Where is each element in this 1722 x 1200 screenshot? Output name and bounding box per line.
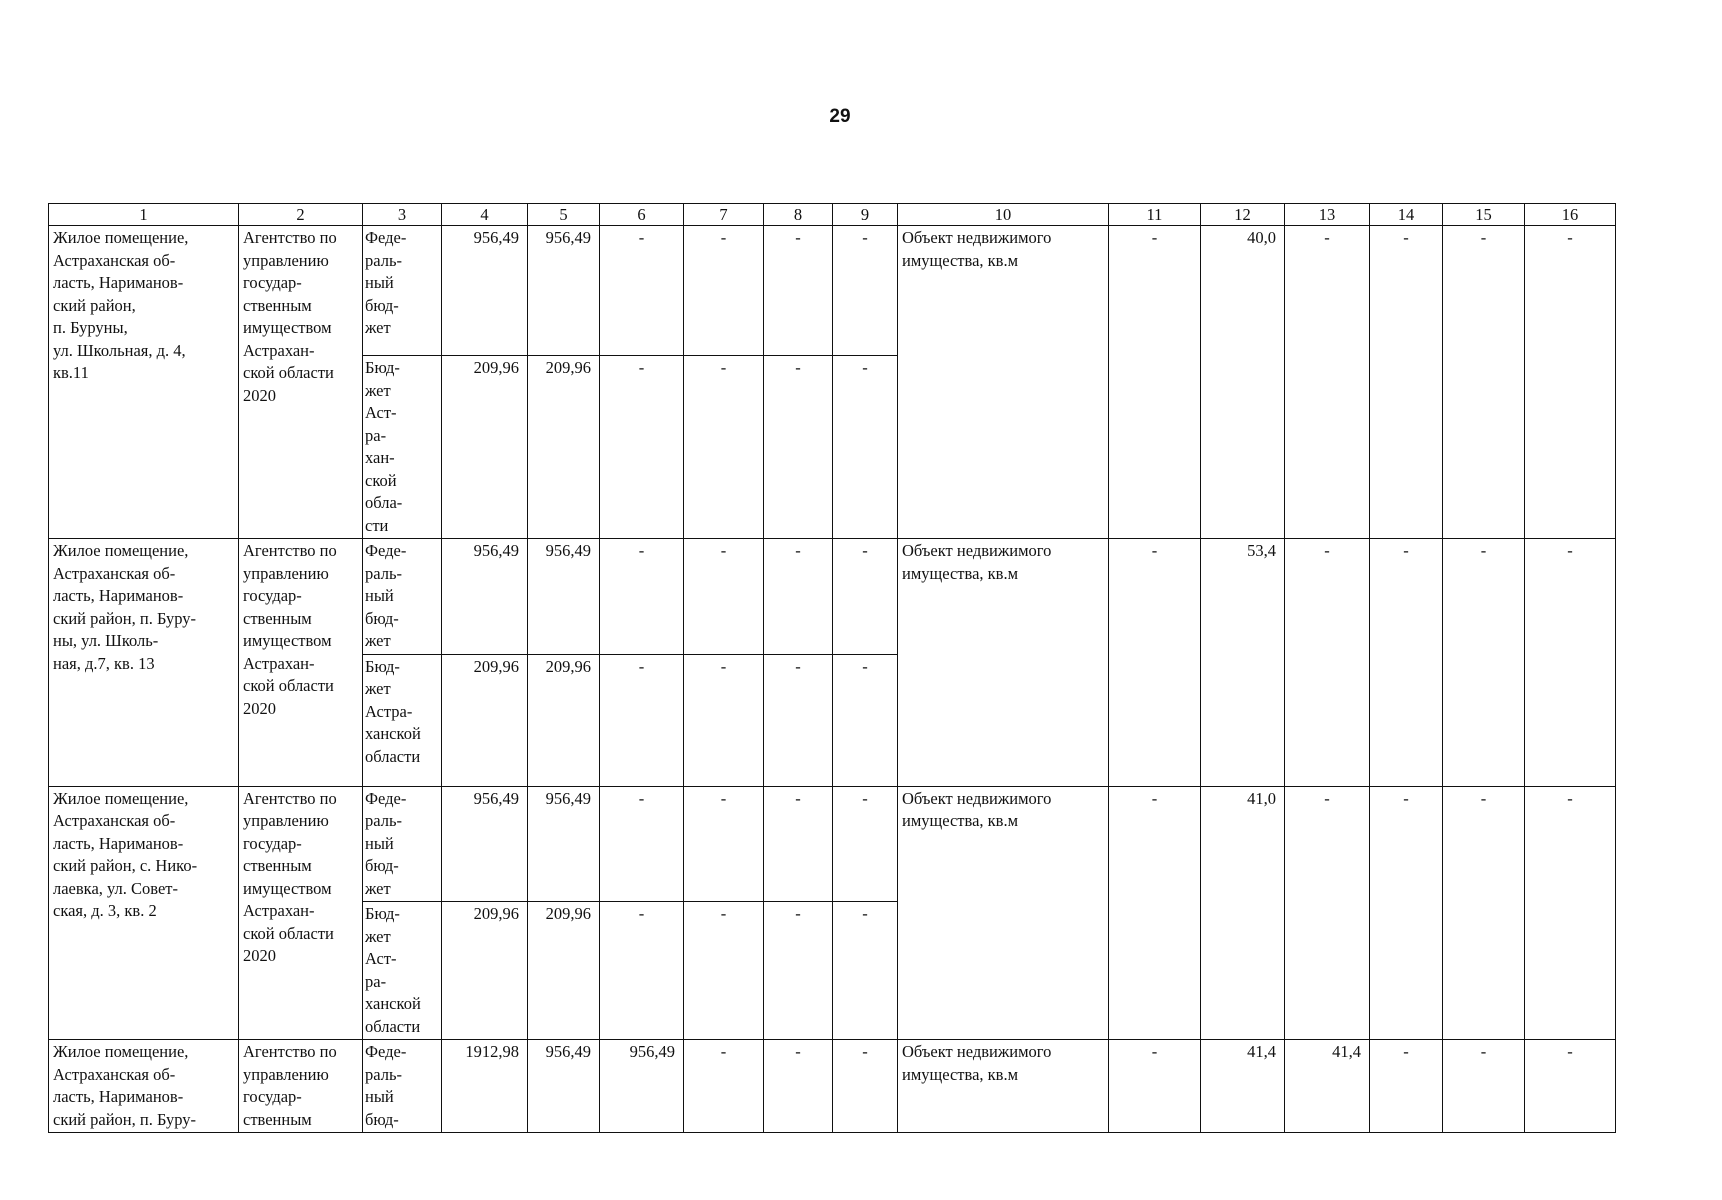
indicator-value: 40,0 xyxy=(1201,226,1285,539)
table-row xyxy=(49,539,1616,655)
responsible-agency: Агентство по управлению государ- ственным имуществом Астрахан- ской области 2020 xyxy=(239,226,363,539)
indicator-value: - xyxy=(1109,786,1201,1040)
funding-value: - xyxy=(764,902,833,1040)
funding-value: - xyxy=(600,902,684,1040)
funding-value: - xyxy=(684,226,764,356)
indicator-value: - xyxy=(1285,226,1370,539)
object-address: Жилое помещение, Астраханская об- ласть, Нариманов- ский район, с. Нико- лаевка, ул. Совет- ская, д. 3, кв. 2 xyxy=(49,786,239,1040)
column-number: 11 xyxy=(1109,204,1201,226)
funding-value: - xyxy=(833,356,898,539)
funding-value: - xyxy=(684,356,764,539)
funding-value: 209,96 xyxy=(442,356,528,539)
funding-value: - xyxy=(684,1040,764,1133)
funding-value: - xyxy=(833,1040,898,1133)
column-number: 10 xyxy=(898,204,1109,226)
funding-value: - xyxy=(833,902,898,1040)
funding-value: 956,49 xyxy=(442,226,528,356)
column-number: 8 xyxy=(764,204,833,226)
funding-value: - xyxy=(764,1040,833,1133)
column-number: 3 xyxy=(363,204,442,226)
indicator-value: - xyxy=(1109,1040,1201,1133)
column-number: 2 xyxy=(239,204,363,226)
column-number: 12 xyxy=(1201,204,1285,226)
column-number: 5 xyxy=(528,204,600,226)
table-row xyxy=(49,786,1616,902)
funding-value: 209,96 xyxy=(528,902,600,1040)
column-number: 4 xyxy=(442,204,528,226)
funding-value: 956,49 xyxy=(528,226,600,356)
indicator-value: - xyxy=(1525,786,1616,1040)
result-indicator: Объект недвижимого имущества, кв.м xyxy=(898,786,1109,1040)
funding-value: - xyxy=(684,654,764,786)
object-address: Жилое помещение, Астраханская об- ласть, Нариманов- ский район, п. Буру- ны, ул. Школь- ная, д.7, кв. 13 xyxy=(49,539,239,787)
indicator-value: - xyxy=(1109,539,1201,787)
funding-value: 956,49 xyxy=(528,786,600,902)
funding-value: 956,49 xyxy=(600,1040,684,1133)
funding-source: Феде- раль- ный бюд- жет xyxy=(363,539,442,655)
object-address: Жилое помещение, Астраханская об- ласть, Нариманов- ский район, п. Буру- xyxy=(49,1040,239,1133)
funding-value: - xyxy=(600,356,684,539)
funding-source: Бюд- жет Аст- ра- хан- ской обла- сти xyxy=(363,356,442,539)
indicator-value: - xyxy=(1443,1040,1525,1133)
indicator-value: - xyxy=(1285,539,1370,787)
funding-value: 956,49 xyxy=(442,786,528,902)
result-indicator: Объект недвижимого имущества, кв.м xyxy=(898,1040,1109,1133)
funding-value: - xyxy=(764,654,833,786)
indicator-value: - xyxy=(1109,226,1201,539)
indicator-value: - xyxy=(1525,539,1616,787)
funding-value: - xyxy=(833,539,898,655)
funding-value: 1912,98 xyxy=(442,1040,528,1133)
indicator-value: - xyxy=(1443,226,1525,539)
responsible-agency: Агентство по управлению государ- ственным имуществом Астрахан- ской области 2020 xyxy=(239,539,363,787)
column-number-row xyxy=(49,204,1616,226)
indicator-value: 53,4 xyxy=(1201,539,1285,787)
funding-value: - xyxy=(600,226,684,356)
funding-value: - xyxy=(684,902,764,1040)
indicator-value: 41,0 xyxy=(1201,786,1285,1040)
column-number: 14 xyxy=(1370,204,1443,226)
table-row xyxy=(49,226,1616,356)
indicator-value: 41,4 xyxy=(1285,1040,1370,1133)
indicator-value: - xyxy=(1370,539,1443,787)
funding-source: Феде- раль- ный бюд- xyxy=(363,1040,442,1133)
funding-value: - xyxy=(684,786,764,902)
funding-source: Феде- раль- ный бюд- жет xyxy=(363,226,442,356)
funding-value: 956,49 xyxy=(442,539,528,655)
page-number: 29 xyxy=(829,106,851,127)
funding-source: Бюд- жет Астра- ханской области xyxy=(363,654,442,786)
funding-value: 209,96 xyxy=(528,356,600,539)
funding-value: 956,49 xyxy=(528,539,600,655)
column-number: 7 xyxy=(684,204,764,226)
column-number: 15 xyxy=(1443,204,1525,226)
column-number: 6 xyxy=(600,204,684,226)
indicator-value: 41,4 xyxy=(1201,1040,1285,1133)
funding-value: - xyxy=(764,226,833,356)
funding-value: - xyxy=(600,786,684,902)
funding-source: Феде- раль- ный бюд- жет xyxy=(363,786,442,902)
funding-value: - xyxy=(684,539,764,655)
indicator-value: - xyxy=(1285,786,1370,1040)
funding-value: 956,49 xyxy=(528,1040,600,1133)
column-number: 16 xyxy=(1525,204,1616,226)
responsible-agency: Агентство по управлению государ- ственным имуществом Астрахан- ской области 2020 xyxy=(239,786,363,1040)
indicator-value: - xyxy=(1370,1040,1443,1133)
column-number: 13 xyxy=(1285,204,1370,226)
budget-table xyxy=(48,203,1616,1133)
column-number: 9 xyxy=(833,204,898,226)
funding-value: - xyxy=(600,654,684,786)
indicator-value: - xyxy=(1370,786,1443,1040)
funding-source: Бюд- жет Аст- ра- ханской области xyxy=(363,902,442,1040)
funding-value: 209,96 xyxy=(442,654,528,786)
funding-value: - xyxy=(833,786,898,902)
indicator-value: - xyxy=(1525,1040,1616,1133)
table-row xyxy=(49,1040,1616,1133)
funding-value: - xyxy=(833,654,898,786)
indicator-value: - xyxy=(1525,226,1616,539)
column-number: 1 xyxy=(49,204,239,226)
result-indicator: Объект недвижимого имущества, кв.м xyxy=(898,539,1109,787)
funding-value: - xyxy=(764,786,833,902)
funding-value: 209,96 xyxy=(528,654,600,786)
indicator-value: - xyxy=(1443,539,1525,787)
funding-value: - xyxy=(600,539,684,655)
funding-value: - xyxy=(764,356,833,539)
indicator-value: - xyxy=(1443,786,1525,1040)
funding-value: - xyxy=(764,539,833,655)
funding-value: - xyxy=(833,226,898,356)
object-address: Жилое помещение, Астраханская об- ласть, Нариманов- ский район, п. Буруны, ул. Школьная, д. 4, кв.11 xyxy=(49,226,239,539)
funding-value: 209,96 xyxy=(442,902,528,1040)
responsible-agency: Агентство по управлению государ- ственным xyxy=(239,1040,363,1133)
result-indicator: Объект недвижимого имущества, кв.м xyxy=(898,226,1109,539)
indicator-value: - xyxy=(1370,226,1443,539)
